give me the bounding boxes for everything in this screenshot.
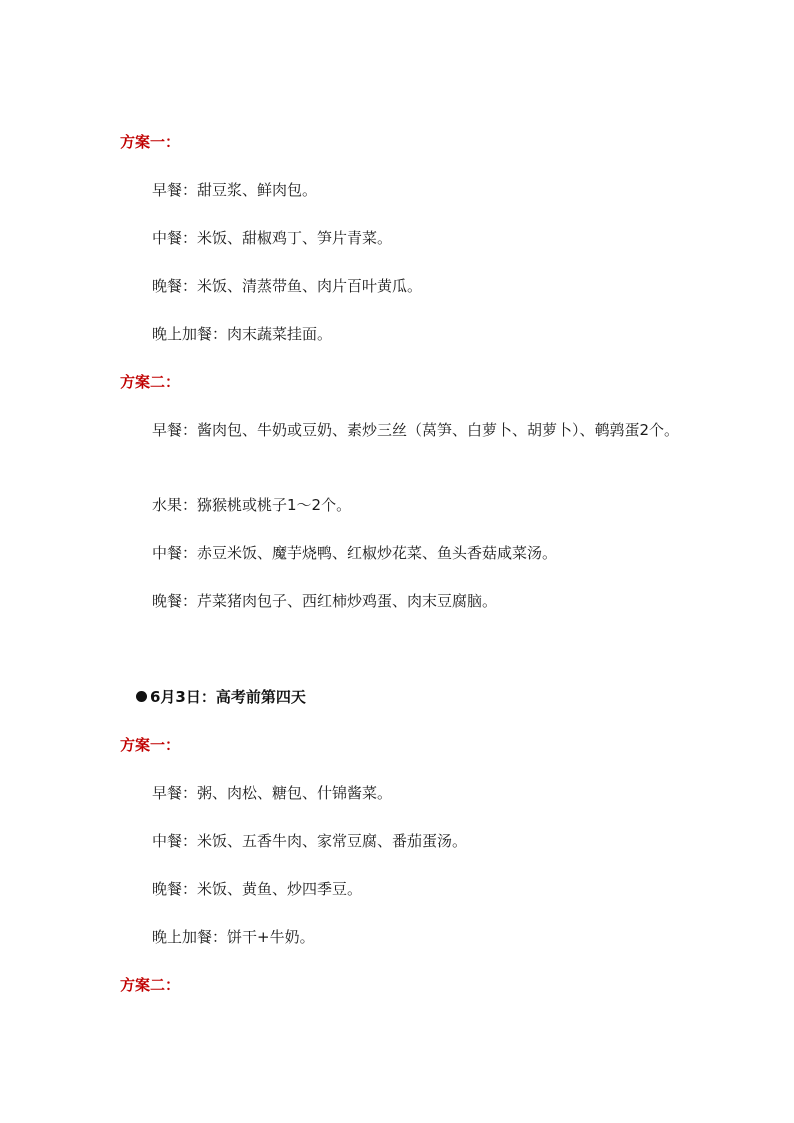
fruit-item: 水果：猕猴桃或桃子1～2个。 [152, 496, 352, 514]
lunch-item: 中餐：米饭、甜椒鸡丁、笋片青菜。 [152, 229, 393, 247]
dinner-item: 晚餐：米饭、清蒸带鱼、肉片百叶黄瓜。 [152, 277, 423, 295]
plan-heading: 方案二： [120, 976, 181, 994]
late-snack-item: 晚上加餐：饼干+牛奶。 [152, 928, 315, 946]
dinner-item: 晚餐：米饭、黄鱼、炒四季豆。 [152, 880, 363, 898]
day-title-text: 6月3日：高考前第四天 [150, 688, 306, 706]
day-title [136, 686, 306, 708]
late-snack-item: 晚上加餐：肉末蔬菜挂面。 [152, 325, 333, 343]
plan-heading: 方案一： [120, 736, 181, 754]
plan-heading: 方案一： [120, 133, 181, 151]
bullet-icon [136, 691, 147, 702]
breakfast-item: 早餐：粥、肉松、糖包、什锦酱菜。 [152, 784, 393, 802]
dinner-item: 晚餐：芹菜猪肉包子、西红柿炒鸡蛋、肉末豆腐脑。 [152, 592, 498, 610]
lunch-item: 中餐：赤豆米饭、魔芋烧鸭、红椒炒花菜、鱼头香菇咸菜汤。 [152, 544, 558, 562]
plan-heading: 方案二： [120, 373, 181, 391]
breakfast-item: 早餐：甜豆浆、鲜肉包。 [152, 181, 318, 199]
lunch-item: 中餐：米饭、五香牛肉、家常豆腐、番茄蛋汤。 [152, 832, 468, 850]
breakfast-item: 早餐：酱肉包、牛奶或豆奶、素炒三丝（莴笋、白萝卜、胡萝卜）、鹌鹑蛋2个。 [152, 421, 680, 439]
